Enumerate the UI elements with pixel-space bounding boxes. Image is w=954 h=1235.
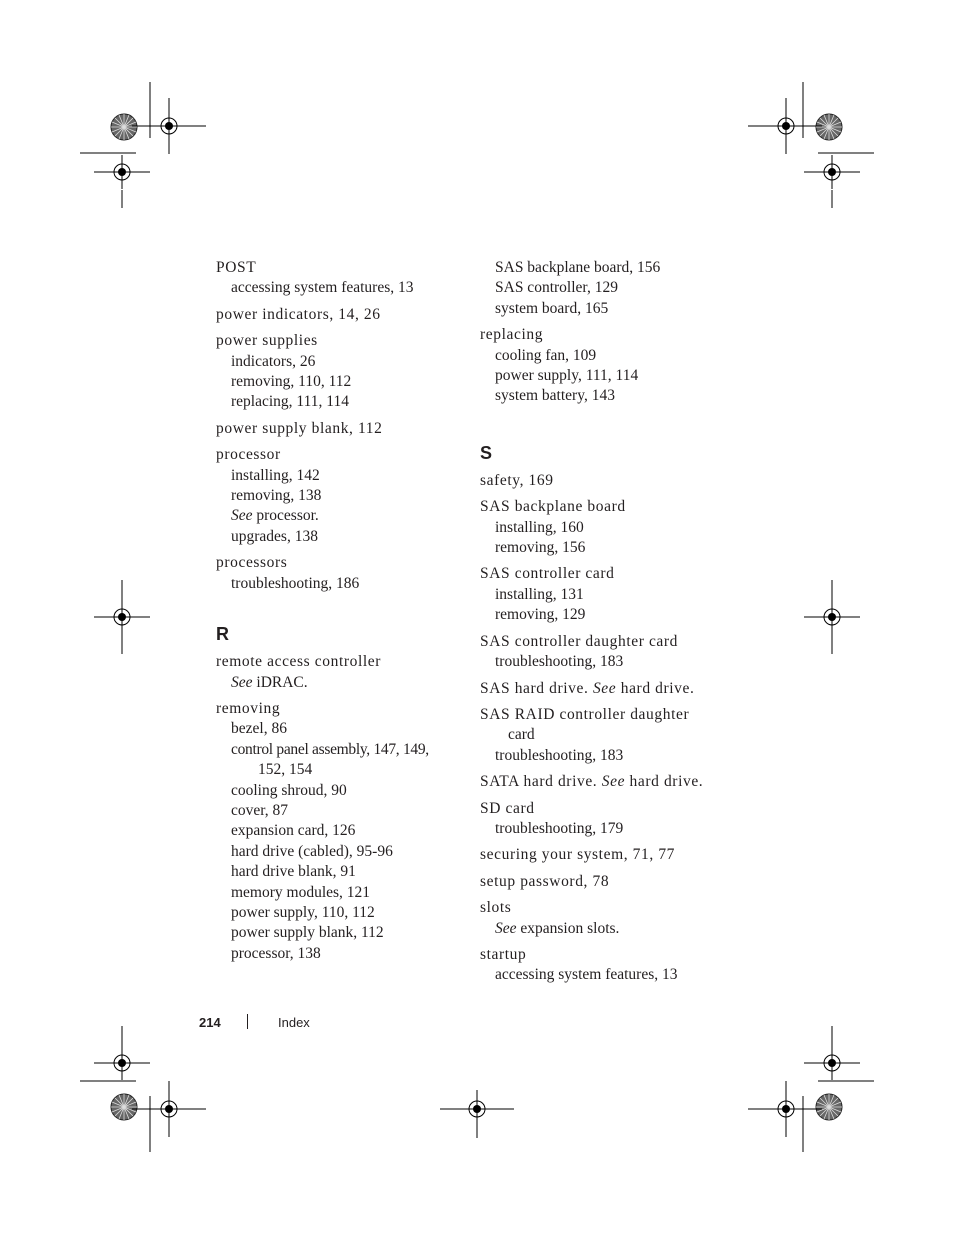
sub-entry: SAS backplane board, 156 [495, 259, 661, 276]
index-entry-removing-continued [480, 258, 740, 319]
index-entry-slots [480, 898, 740, 939]
entry-text: SAS hard drive. [480, 679, 593, 697]
sub-entry: replacing, 111, 114 [231, 393, 349, 411]
sub-entry: installing, 131 [495, 585, 584, 603]
sub-entry: removing, 138 [231, 487, 322, 505]
see-word: See [601, 773, 626, 791]
entry-heading: processor [216, 446, 281, 464]
sub-entry: installing, 142 [231, 466, 320, 484]
entry-heading: removing [216, 699, 281, 717]
entry-heading: power supplies [216, 332, 318, 350]
entry-heading: SD card [480, 799, 535, 817]
sub-entry: hard drive blank, 91 [231, 863, 356, 881]
index-entry-removing [216, 699, 466, 964]
entry-text: SATA hard drive. [480, 773, 602, 791]
sub-entry: system board, 165 [495, 299, 609, 317]
index-entry-power-supply-blank [216, 419, 466, 439]
footer-title: Index [278, 1015, 310, 1030]
entry-heading: power indicators, 14, 26 [216, 305, 381, 323]
entry-heading: processors [216, 554, 288, 572]
page-number: 214 [199, 1015, 221, 1030]
sub-entry: troubleshooting, 179 [495, 819, 624, 837]
entry-heading: safety, 169 [480, 471, 554, 489]
see-reference [480, 919, 740, 939]
sub-entry: troubleshooting, 183 [495, 653, 624, 671]
index-entry-power-supplies [216, 331, 466, 413]
entry-heading: slots [480, 899, 512, 917]
sub-entry: power supply, 111, 114 [495, 367, 639, 385]
index-entry-setup-password [480, 872, 740, 892]
see-target: processor. [252, 507, 319, 525]
index-entry-safety [480, 471, 740, 491]
see-target: hard drive. [616, 679, 695, 697]
sub-entry: troubleshooting, 183 [495, 746, 624, 764]
see-word: See [592, 679, 617, 697]
see-reference [216, 506, 466, 526]
index-entry-startup [480, 945, 740, 986]
see-word: See [495, 919, 517, 937]
entry-heading: power supply blank, 112 [216, 419, 383, 437]
index-entry-sas-raid-controller-daughter-card [480, 705, 740, 766]
index-entry-sas-controller-card [480, 564, 740, 625]
entry-heading [480, 772, 740, 792]
sub-entry: hard drive (cabled), 95-96 [231, 842, 393, 860]
sub-entry: removing, 129 [495, 606, 586, 624]
index-entry-sata-hard-drive [480, 772, 740, 792]
sub-entry: cooling fan, 109 [495, 346, 597, 364]
sub-entry: installing, 160 [495, 518, 584, 536]
sub-entry: SAS controller, 129 [495, 279, 618, 297]
index-column-left [216, 258, 466, 970]
sub-entry: power supply blank, 112 [231, 924, 384, 942]
see-target: iDRAC. [252, 673, 308, 691]
sub-entry: memory modules, 121 [231, 883, 371, 901]
sub-entry: expansion card, 126 [231, 822, 356, 840]
entry-heading: SAS controller card [480, 565, 615, 583]
sub-entry: cooling shroud, 90 [231, 781, 347, 799]
sub-entry: accessing system features, 13 [495, 966, 678, 984]
section-letter-s: S [480, 442, 493, 463]
see-target: expansion slots. [516, 919, 620, 937]
entry-heading: remote access controller [216, 653, 382, 671]
see-target: hard drive. [625, 773, 704, 791]
footer-divider [247, 1014, 248, 1029]
sub-entry: system battery, 143 [495, 387, 615, 405]
entry-heading: startup [480, 945, 527, 963]
entry-heading: POST [216, 259, 257, 276]
sub-entry: troubleshooting, 186 [231, 574, 360, 592]
see-word: See [231, 507, 253, 525]
index-entry-sas-controller-daughter-card [480, 632, 740, 673]
entry-heading: SAS controller daughter card [480, 632, 679, 650]
index-entry-remote-access-controller [216, 652, 466, 693]
sub-entry: processor, 138 [231, 944, 321, 962]
sub-entry: bezel, 86 [231, 720, 287, 738]
index-entry-securing-your-system [480, 845, 740, 865]
entry-heading: SAS RAID controller daughter [480, 705, 690, 723]
index-entry-post [216, 258, 466, 299]
entry-heading-continuation: card [508, 726, 535, 744]
sub-entry: indicators, 26 [231, 352, 316, 370]
sub-entry-continuation: 152, 154 [258, 761, 313, 779]
entry-heading: replacing [480, 326, 544, 344]
index-entry-sas-backplane-board [480, 497, 740, 558]
entry-heading: setup password, 78 [480, 872, 610, 890]
entry-heading [480, 679, 740, 699]
sub-entry: cover, 87 [231, 801, 289, 819]
sub-entry: removing, 110, 112 [231, 373, 352, 391]
see-word: See [231, 673, 253, 691]
section-letter-r: R [216, 624, 229, 645]
see-reference [216, 673, 466, 693]
index-column-right [480, 258, 740, 992]
index-entry-processor [216, 445, 466, 547]
index-entry-processors [216, 553, 466, 594]
entry-heading: SAS backplane board [480, 498, 626, 516]
sub-entry: accessing system features, 13 [231, 279, 414, 297]
index-entry-sas-hard-drive [480, 679, 740, 699]
entry-heading: securing your system, 71, 77 [480, 846, 676, 864]
index-entry-replacing [480, 325, 740, 407]
sub-entry: control panel assembly, 147, 149, [231, 740, 429, 758]
index-entry-power-indicators [216, 305, 466, 325]
sub-entry: removing, 156 [495, 539, 586, 557]
sub-entry: upgrades, 138 [231, 527, 318, 545]
sub-entry: power supply, 110, 112 [231, 903, 375, 921]
index-entry-sd-card [480, 799, 740, 840]
